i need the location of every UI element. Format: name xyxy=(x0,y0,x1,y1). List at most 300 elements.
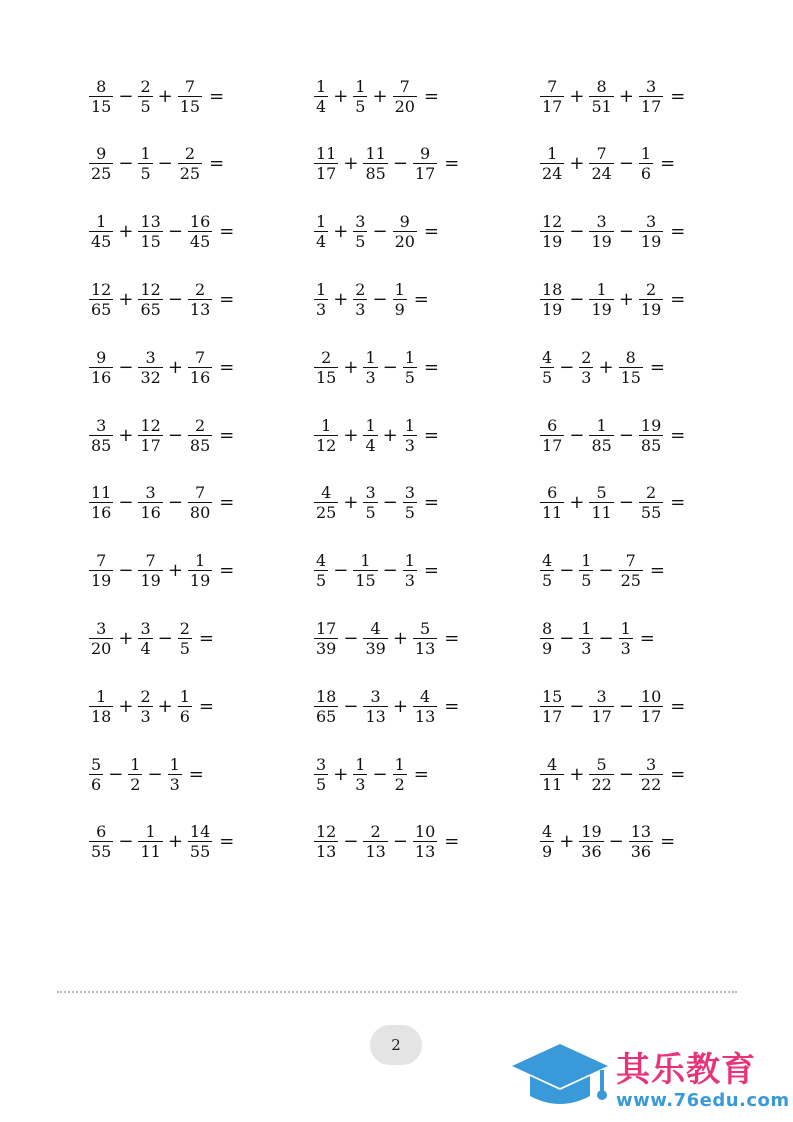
problem xyxy=(313,541,439,601)
denominator: 39 xyxy=(316,638,337,658)
numerator: 3 xyxy=(96,415,107,435)
equals-sign: = xyxy=(670,763,686,785)
equals-sign: = xyxy=(670,221,686,243)
fraction xyxy=(314,619,338,658)
operator: − xyxy=(167,221,183,243)
problem xyxy=(313,66,439,126)
problem xyxy=(539,608,655,668)
operator: − xyxy=(618,221,634,243)
numerator: 1 xyxy=(316,279,327,299)
equals-sign: = xyxy=(209,85,225,107)
denominator: 3 xyxy=(169,774,180,794)
fraction xyxy=(540,416,564,455)
denominator: 24 xyxy=(591,164,612,184)
problem xyxy=(539,473,685,533)
denominator: 85 xyxy=(591,435,612,455)
numerator: 3 xyxy=(404,483,415,503)
denominator: 85 xyxy=(189,435,211,455)
numerator: 1 xyxy=(404,551,415,571)
denominator: 16 xyxy=(189,367,211,387)
operator: + xyxy=(392,695,408,717)
fraction xyxy=(178,619,192,658)
operator: + xyxy=(372,85,388,107)
numerator: 4 xyxy=(370,618,381,638)
operator: + xyxy=(343,356,359,378)
numerator: 7 xyxy=(625,551,636,571)
equals-sign: = xyxy=(219,424,235,446)
denominator: 51 xyxy=(591,96,612,116)
numerator: 8 xyxy=(625,347,636,367)
fraction xyxy=(413,687,437,726)
denominator: 2 xyxy=(130,774,141,794)
denominator: 16 xyxy=(91,503,112,523)
operator: + xyxy=(167,560,183,582)
problem xyxy=(88,202,234,262)
numerator: 7 xyxy=(184,76,195,96)
fraction xyxy=(138,212,162,251)
fraction xyxy=(138,416,162,455)
denominator: 22 xyxy=(591,774,612,794)
numerator: 4 xyxy=(547,754,558,774)
denominator: 13 xyxy=(365,706,386,726)
denominator: 45 xyxy=(189,232,211,252)
numerator: 7 xyxy=(399,76,410,96)
numerator: 6 xyxy=(547,483,558,503)
numerator: 1 xyxy=(145,822,156,842)
numerator: 7 xyxy=(194,483,206,503)
denominator: 2 xyxy=(394,774,405,794)
operator: + xyxy=(343,424,359,446)
fraction xyxy=(540,822,554,861)
operator: − xyxy=(147,763,163,785)
equals-sign: = xyxy=(219,492,235,514)
numerator: 4 xyxy=(542,822,553,842)
denominator: 5 xyxy=(404,367,415,387)
denominator: 17 xyxy=(640,706,662,726)
fraction xyxy=(540,755,564,794)
operator: − xyxy=(618,424,634,446)
operator: − xyxy=(618,763,634,785)
fraction xyxy=(363,348,377,387)
numerator: 1 xyxy=(179,686,190,706)
problem-row xyxy=(0,202,793,262)
fraction xyxy=(314,144,338,183)
equals-sign: = xyxy=(649,356,666,378)
fraction xyxy=(579,619,593,658)
operator: − xyxy=(118,153,134,175)
numerator: 1 xyxy=(130,754,141,774)
numerator: 3 xyxy=(370,686,381,706)
problem-row xyxy=(0,676,793,736)
operator: − xyxy=(167,288,183,310)
fraction xyxy=(188,212,212,251)
operator: − xyxy=(118,560,134,582)
equals-sign: = xyxy=(219,356,235,378)
equals-sign: = xyxy=(413,288,429,310)
operator: + xyxy=(569,492,585,514)
denominator: 20 xyxy=(91,638,112,658)
fraction xyxy=(89,416,113,455)
equals-sign: = xyxy=(198,695,215,717)
numerator: 4 xyxy=(542,347,553,367)
numerator: 1 xyxy=(394,279,405,299)
fraction xyxy=(639,280,663,319)
denominator: 17 xyxy=(640,96,662,116)
operator: + xyxy=(118,221,134,243)
problem xyxy=(88,66,224,126)
denominator: 19 xyxy=(91,571,112,591)
numerator: 3 xyxy=(365,483,376,503)
denominator: 65 xyxy=(91,299,112,319)
fraction xyxy=(138,619,152,658)
fraction xyxy=(393,280,407,319)
denominator: 17 xyxy=(140,435,161,455)
numerator: 2 xyxy=(184,144,195,164)
fraction xyxy=(89,755,103,794)
denominator: 4 xyxy=(140,638,151,658)
numerator: 5 xyxy=(91,754,102,774)
denominator: 3 xyxy=(581,638,592,658)
operator: − xyxy=(618,153,634,175)
problem-row xyxy=(0,269,793,329)
problem xyxy=(313,676,459,736)
denominator: 20 xyxy=(394,232,415,252)
numerator: 4 xyxy=(419,686,431,706)
denominator: 17 xyxy=(316,164,337,184)
numerator: 11 xyxy=(365,144,386,164)
numerator: 14 xyxy=(189,822,211,842)
denominator: 13 xyxy=(414,638,436,658)
operator: − xyxy=(157,627,173,649)
fraction xyxy=(314,280,328,319)
fraction xyxy=(89,822,113,861)
denominator: 25 xyxy=(620,571,641,591)
operator: − xyxy=(382,560,398,582)
numerator: 18 xyxy=(316,686,337,706)
numerator: 4 xyxy=(542,551,553,571)
denominator: 9 xyxy=(394,299,405,319)
equals-sign: = xyxy=(423,85,440,107)
problem xyxy=(539,405,685,465)
numerator: 12 xyxy=(140,279,161,299)
numerator: 3 xyxy=(355,212,366,232)
graduation-cap-icon xyxy=(510,1040,610,1116)
numerator: 16 xyxy=(189,212,211,232)
operator: + xyxy=(569,763,585,785)
operator: − xyxy=(382,492,398,514)
numerator: 11 xyxy=(316,144,337,164)
equals-sign: = xyxy=(670,85,686,107)
numerator: 1 xyxy=(404,415,415,435)
numerator: 1 xyxy=(640,144,652,164)
operator: − xyxy=(343,831,359,853)
denominator: 45 xyxy=(91,232,112,252)
fraction xyxy=(540,687,564,726)
operator: + xyxy=(598,356,614,378)
fraction xyxy=(403,483,417,522)
numerator: 1 xyxy=(321,415,332,435)
operator: + xyxy=(118,424,134,446)
numerator: 2 xyxy=(194,279,206,299)
denominator: 15 xyxy=(316,367,337,387)
operator: − xyxy=(618,695,634,717)
operator: − xyxy=(382,356,398,378)
denominator: 25 xyxy=(179,164,201,184)
denominator: 22 xyxy=(640,774,662,794)
denominator: 5 xyxy=(355,96,366,116)
denominator: 19 xyxy=(140,571,161,591)
problem xyxy=(88,541,234,601)
numerator: 3 xyxy=(645,212,657,232)
numerator: 3 xyxy=(645,76,657,96)
numerator: 1 xyxy=(316,76,327,96)
fraction xyxy=(89,348,113,387)
problem xyxy=(88,744,204,804)
denominator: 17 xyxy=(591,706,612,726)
fraction xyxy=(589,755,613,794)
numerator: 12 xyxy=(91,279,112,299)
operator: − xyxy=(598,560,614,582)
fraction xyxy=(619,348,643,387)
denominator: 3 xyxy=(404,571,415,591)
equals-sign: = xyxy=(423,356,440,378)
operator: + xyxy=(569,85,585,107)
fraction xyxy=(353,280,367,319)
problem xyxy=(539,134,675,194)
brand-url: www.76edu.com xyxy=(616,1090,790,1111)
denominator: 3 xyxy=(316,299,327,319)
operator: − xyxy=(569,288,585,310)
equals-sign: = xyxy=(219,288,235,310)
operator: − xyxy=(372,221,388,243)
operator: + xyxy=(118,627,134,649)
fraction xyxy=(188,348,212,387)
problem xyxy=(88,405,234,465)
fraction xyxy=(579,348,593,387)
denominator: 17 xyxy=(542,706,563,726)
denominator: 16 xyxy=(140,503,161,523)
fraction xyxy=(403,416,417,455)
fraction xyxy=(393,77,417,116)
denominator: 5 xyxy=(542,367,553,387)
problem xyxy=(88,337,234,397)
equals-sign: = xyxy=(670,695,686,717)
operator: + xyxy=(618,288,634,310)
fraction xyxy=(639,483,663,522)
denominator: 13 xyxy=(365,842,386,862)
problem xyxy=(88,812,234,872)
numerator: 1 xyxy=(169,754,180,774)
problem-row xyxy=(0,134,793,194)
problem xyxy=(88,676,214,736)
fraction xyxy=(540,77,564,116)
denominator: 9 xyxy=(542,842,553,862)
denominator: 9 xyxy=(542,638,553,658)
problem xyxy=(313,269,429,329)
problem-row xyxy=(0,337,793,397)
operator: + xyxy=(167,831,183,853)
denominator: 17 xyxy=(542,96,563,116)
numerator: 8 xyxy=(96,76,107,96)
denominator: 19 xyxy=(189,571,211,591)
problem-row xyxy=(0,812,793,872)
numerator: 8 xyxy=(542,618,553,638)
fraction xyxy=(89,483,113,522)
operator: + xyxy=(157,85,173,107)
fraction xyxy=(188,551,212,590)
fraction xyxy=(589,77,613,116)
numerator: 9 xyxy=(96,347,107,367)
fraction xyxy=(89,77,113,116)
denominator: 39 xyxy=(365,638,386,658)
equals-sign: = xyxy=(670,492,686,514)
numerator: 7 xyxy=(194,347,206,367)
numerator: 1 xyxy=(620,618,631,638)
numerator: 1 xyxy=(194,551,206,571)
numerator: 6 xyxy=(96,822,107,842)
denominator: 80 xyxy=(189,503,211,523)
equals-sign: = xyxy=(444,153,460,175)
operator: − xyxy=(559,560,575,582)
denominator: 18 xyxy=(91,706,112,726)
fraction xyxy=(363,416,377,455)
numerator: 3 xyxy=(596,686,607,706)
numerator: 3 xyxy=(145,347,156,367)
problem xyxy=(313,608,459,668)
fraction xyxy=(393,212,417,251)
denominator: 11 xyxy=(542,503,563,523)
numerator: 19 xyxy=(640,415,662,435)
denominator: 13 xyxy=(189,299,211,319)
denominator: 13 xyxy=(414,706,436,726)
operator: + xyxy=(559,831,575,853)
problem-row xyxy=(0,473,793,533)
numerator: 5 xyxy=(596,754,607,774)
denominator: 5 xyxy=(355,232,366,252)
numerator: 1 xyxy=(596,279,607,299)
numerator: 13 xyxy=(140,212,161,232)
denominator: 17 xyxy=(542,435,563,455)
denominator: 15 xyxy=(355,571,376,591)
numerator: 3 xyxy=(596,212,607,232)
operator: + xyxy=(343,153,359,175)
fraction xyxy=(363,687,387,726)
fraction xyxy=(138,280,162,319)
denominator: 3 xyxy=(581,367,592,387)
fraction xyxy=(89,144,113,183)
fraction xyxy=(589,280,613,319)
denominator: 85 xyxy=(640,435,662,455)
denominator: 20 xyxy=(394,96,415,116)
operator: − xyxy=(118,356,134,378)
equals-sign: = xyxy=(423,424,440,446)
denominator: 55 xyxy=(640,503,662,523)
operator: + xyxy=(569,153,585,175)
operator: − xyxy=(392,831,408,853)
operator: + xyxy=(118,288,134,310)
fraction xyxy=(353,212,367,251)
fraction xyxy=(138,77,152,116)
denominator: 5 xyxy=(316,774,327,794)
fraction xyxy=(393,755,407,794)
numerator: 2 xyxy=(581,347,592,367)
equals-sign: = xyxy=(660,831,676,853)
numerator: 2 xyxy=(355,279,366,299)
denominator: 12 xyxy=(316,435,337,455)
problem-row xyxy=(0,405,793,465)
numerator: 2 xyxy=(321,347,332,367)
fraction xyxy=(579,822,603,861)
numerator: 5 xyxy=(596,483,607,503)
numerator: 1 xyxy=(581,618,592,638)
fraction xyxy=(540,212,564,251)
fraction xyxy=(413,822,437,861)
fraction xyxy=(363,483,377,522)
brand-name: 其乐教育 xyxy=(616,1050,756,1090)
problem xyxy=(88,473,234,533)
equals-sign: = xyxy=(444,627,460,649)
problem xyxy=(539,541,665,601)
fraction xyxy=(314,348,338,387)
operator: − xyxy=(157,153,173,175)
numerator: 11 xyxy=(91,483,112,503)
denominator: 24 xyxy=(542,164,563,184)
numerator: 2 xyxy=(179,618,190,638)
fraction xyxy=(403,348,417,387)
operator: − xyxy=(559,356,575,378)
fraction xyxy=(363,144,387,183)
fraction xyxy=(589,483,613,522)
fraction xyxy=(363,822,387,861)
denominator: 3 xyxy=(355,774,366,794)
fraction xyxy=(589,212,613,251)
fraction xyxy=(138,348,162,387)
problem xyxy=(88,608,214,668)
operator: + xyxy=(333,288,349,310)
denominator: 55 xyxy=(91,842,112,862)
denominator: 11 xyxy=(542,774,563,794)
operator: + xyxy=(618,85,634,107)
equals-sign: = xyxy=(639,627,655,649)
denominator: 55 xyxy=(189,842,211,862)
denominator: 15 xyxy=(140,232,161,252)
denominator: 11 xyxy=(591,503,612,523)
problem xyxy=(313,202,439,262)
equals-sign: = xyxy=(660,153,676,175)
denominator: 3 xyxy=(140,706,151,726)
fraction xyxy=(639,212,663,251)
operator: − xyxy=(608,831,624,853)
operator: − xyxy=(167,424,183,446)
numerator: 1 xyxy=(355,754,366,774)
numerator: 10 xyxy=(414,822,436,842)
fraction xyxy=(629,822,653,861)
operator: − xyxy=(569,695,585,717)
numerator: 2 xyxy=(140,686,151,706)
denominator: 19 xyxy=(542,232,563,252)
numerator: 3 xyxy=(96,618,107,638)
operator: + xyxy=(343,492,359,514)
fraction xyxy=(353,755,367,794)
numerator: 2 xyxy=(645,483,657,503)
problem xyxy=(539,676,685,736)
problem-row xyxy=(0,744,793,804)
numerator: 1 xyxy=(316,212,327,232)
denominator: 36 xyxy=(581,842,602,862)
numerator: 1 xyxy=(355,76,366,96)
equals-sign: = xyxy=(413,763,429,785)
operator: − xyxy=(167,492,183,514)
